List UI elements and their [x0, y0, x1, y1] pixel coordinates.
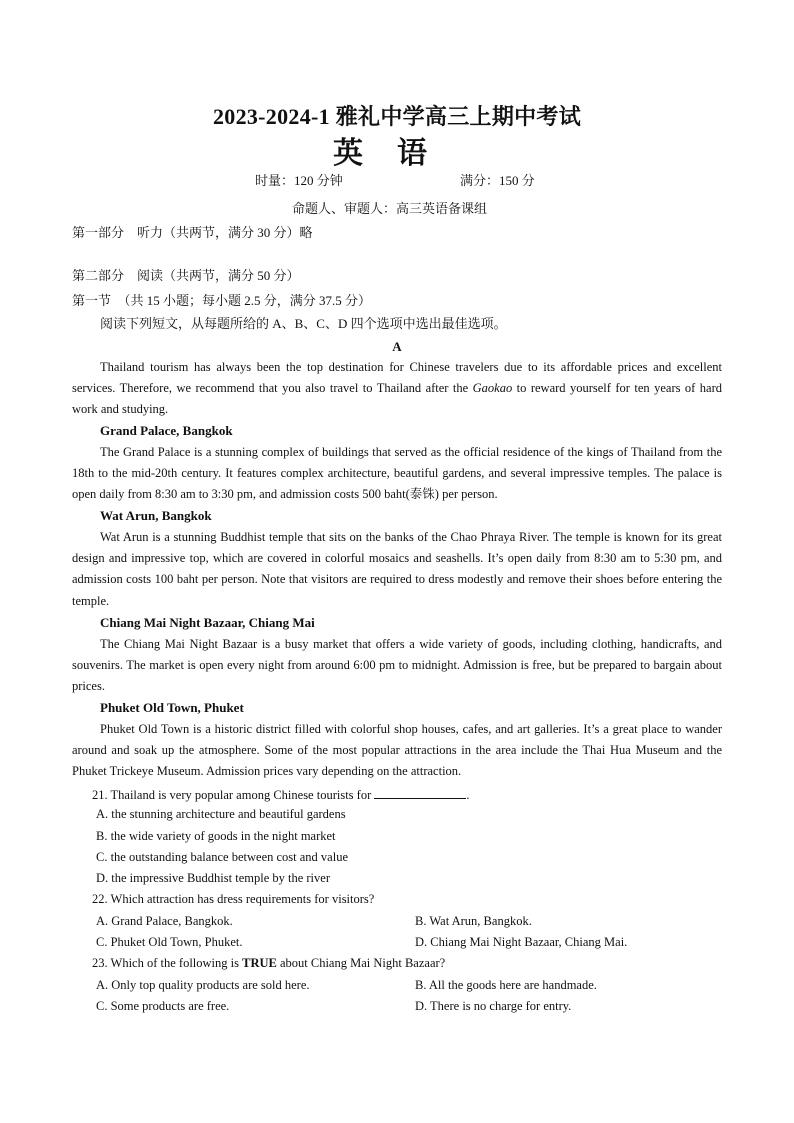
option-d: D. the impressive Buddhist temple by the river: [96, 871, 330, 885]
question-21: 21. Thailand is very popular among Chinese tourists for .: [92, 788, 470, 802]
place-heading: Chiang Mai Night Bazaar, Chiang Mai: [100, 615, 315, 630]
question-23: 23. Which of the following is TRUE about Chiang Mai Night Bazaar?: [92, 956, 446, 970]
instruction: 阅读下列短文，从每题所给的 A、B、C、D 四个选项中选出最佳选项。: [100, 316, 507, 331]
time-limit: 时量：120 分钟: [255, 173, 343, 188]
subject-title: 英语: [333, 137, 461, 170]
option-c: C. Phuket Old Town, Phuket.: [96, 935, 243, 949]
true-emphasis: TRUE: [242, 956, 277, 970]
option-b: B. All the goods here are handmade.: [415, 978, 597, 992]
place-paragraph: Wat Arun is a stunning Buddhist temple that sits on the banks of the Chao Phraya River. The temple is known for its great design and impressive top, which are covered in colorful mosaics and seashells. It’s open daily from 8:30 am to 5:30 pm, and admission costs 100 baht per person. Note that visitors are required to dress modestly and remove their shoes before entering the temple.: [72, 530, 722, 608]
option-d: D. Chiang Mai Night Bazaar, Chiang Mai.: [415, 935, 628, 949]
option-c: C. the outstanding balance between cost and value: [96, 850, 349, 864]
gaokao-term: Gaokao: [472, 381, 513, 396]
part2-heading: 第二部分 阅读（共两节，满分 50 分）: [72, 268, 300, 283]
option-b: B. Wat Arun, Bangkok.: [415, 914, 532, 928]
section1-heading: 第一节 （共 15 小题；每小题 2.5 分，满分 37.5 分）: [72, 293, 372, 308]
place-paragraph: The Chiang Mai Night Bazaar is a busy market that offers a wide variety of goods, including clothing, handicrafts, and souvenirs. The market is open every night from around 6:00 pm to midnight. Admission is free, but be prepared to bargain about prices.: [72, 637, 722, 694]
option-d: D. There is no charge for entry.: [415, 999, 572, 1013]
option-a: A. Grand Palace, Bangkok.: [96, 914, 233, 928]
part1-heading: 第一部分 听力（共两节，满分 30 分）略: [72, 225, 313, 240]
passage-intro: Thailand tourism has always been the top destination for Chinese travelers due to its affordable prices and excellent services. Therefore, we recommend that you also travel to Thailand after the Gaokao to reward yourself for ten years of hard work and studying.: [72, 360, 722, 417]
place-paragraph: The Grand Palace is a stunning complex of buildings that served as the official residence of the kings of Thailand from the 18th to the mid-20th century. It features complex architecture, beautiful gardens, and several impressive temples. The palace is open daily from 8:30 am to 3:30 pm, and admission costs 500 baht(泰铢) per person.: [72, 445, 722, 502]
passage-label: A: [392, 339, 402, 354]
place-heading: Wat Arun, Bangkok: [100, 508, 212, 523]
place-paragraph: Phuket Old Town is a historic district filled with colorful shop houses, cafes, and art galleries. It’s a great place to wander around and soak up the atmosphere. Some of the most popular attractions in the area include the Thai Hua Museum and the Phuket Trickeye Museum. Admission prices vary depending on the attraction.: [72, 722, 722, 779]
question-22: 22. Which attraction has dress requirements for visitors?: [92, 892, 375, 906]
place-heading: Phuket Old Town, Phuket: [100, 700, 244, 715]
exam-title: 2023-2024-1 雅礼中学高三上期中考试: [212, 104, 582, 129]
option-a: A. Only top quality products are sold here.: [96, 978, 310, 992]
full-score: 满分：150 分: [460, 173, 535, 188]
option-b: B. the wide variety of goods in the night market: [96, 829, 336, 843]
authors-line: 命题人、审题人：高三英语备课组: [292, 201, 488, 216]
answer-blank: [374, 786, 466, 799]
option-c: C. Some products are free.: [96, 999, 230, 1013]
option-a: A. the stunning architecture and beautiful gardens: [96, 807, 346, 821]
place-heading: Grand Palace, Bangkok: [100, 423, 233, 438]
